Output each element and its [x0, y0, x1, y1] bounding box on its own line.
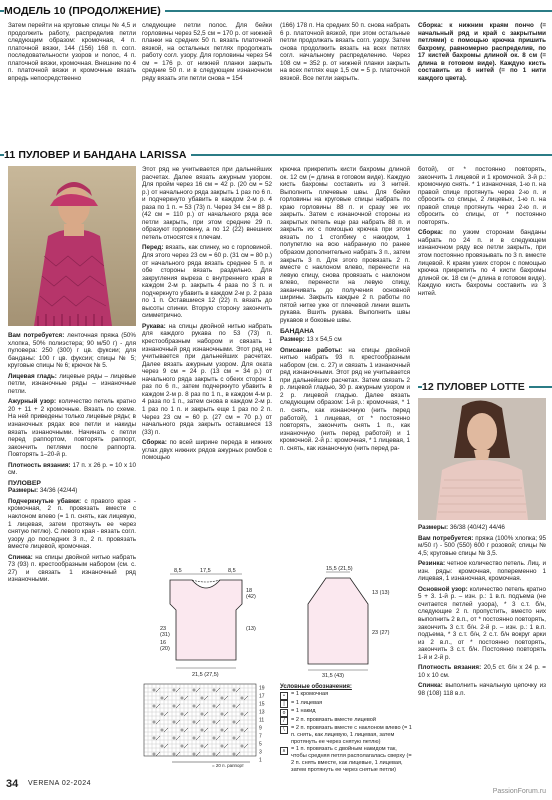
page-footer	[0, 772, 552, 800]
pullover11-col4: ботой), от * постоянно повторять, закончить 1 лицевой и 1 кромочной. 3-й р.: кромочную снять. * 1 изнаночная, 1-ю п. на правой спице протянуть через 2-ю п. и сбросить со спицы, 2 лицевых, 1-ю п. на правой спице протянуть через 2-ю п. и сбросить со спицы, от * постоянно повторять. Сборка: по узким сторонам банданы набрать по 24 п. и в следующем изнаночном ряду все петли закрыть, при этом постоянно провязывать по 3 п. вместе лицевой. К краям узких сторон с помощью крючка прикрепить по 4 кисти бахромы длиной ок. 18 см (= длина в готовом виде). Каждую кисть бахромы составить из 3 нитей.	[418, 166, 546, 297]
row-number-label: 9	[259, 725, 262, 732]
row-number-label: 3	[259, 749, 262, 756]
dim-label: 13 (13)	[372, 590, 390, 596]
legend-item: o = 1 накид	[280, 708, 414, 717]
rapport-label: = 20 п. раппорт	[212, 763, 244, 768]
schematic-sleeve	[278, 564, 412, 680]
pullover11-col3: крючка прикрепить кисти бахромы длиной ок. 12 см (= длина в готовом виде). Каждую кисть бахромы составить из 3 нитей. Выполнить плечевые швы. Для бейки горловины на круговые спицы набрать по краю горловины 88 п. и сразу же их закрыть. Затем с изнаночной стороны из закрытых петель еще раз набрать 88 п. и закрыть их с помощью крючка при этом вязать по 1 столбику с накидом, 1 полупетлю на всю набранную по ранее образом дополнительно набрать 3 п., затем закрыть 3 п. Для этого провязать 2 п. вместе с наклоном влево, перенести на левую спицу, снова провязать с наклоном влево, перенести на левую спицу, заканчивать до получения основной ширины. Закрыть каждые 2 п. работы по пятой нитке уже от плечевой линии вшить рукава. Вшить рукава. Выполнить швы рукавов и боковые швы. БАНДАНА Размер: 13 х 54,5 см Описание работы: на спицы двойной нитью набрать 93 п. крестообразным набором (см. с. 27) и связать 1 изнаночный ряд изнаночными. Этот ряд не учитывается при дальнейших расчетах. Затем связать 2 р. лицевой гладью, 30 р. ажурным узором и 2 р. лицевой гладью. Далее вязать следующим образом: 1-й р.: кромочная, * 1 п. снять, как изнаночную (нить перед работой), 1 лицевая, от * постоянно повторять, закончить снять 1 п., как изнаночную (нить перед работой) и 1 кромочной. 2-й р.: кромочная, * 1 лицевая, 1 п. снять, как изнаночную (нить перед ра-	[280, 166, 410, 452]
knit-stitch-icon: |	[280, 700, 288, 708]
model10-col1: Затем перейти на круговые спицы № 4,5 и продолжить работу, распределив петли следующим образом: кромочная, 4 п. платочной вязки, 144 (156) 168 п. согл. последовательности узоров и полос, 4 п. платочной вязки, кромочная. Внешние по 4 п. платочной вязки и кромочные вязать впредь непосредственно	[8, 22, 136, 82]
magazine-title: VERENA 02-2024	[28, 780, 92, 787]
dim-label: (13)	[246, 626, 256, 632]
yarn-over-icon: o	[280, 709, 288, 717]
row-number-label: 13	[259, 709, 265, 716]
pullover12-col: Размеры: 36/38 (40/42) 44/46 Вам потребуется: пряжа (100% хлопка; 95 м/50 г) - 500 (550) 600 г розовой; спицы № 4,5; круговые спицы № 3,5. Резинка: четное количество петель. Лиц. и изн. ряды: кромочная, попеременно 1 лицевая, 1 изнаночная, кромочная. Основной узор: количество петель кратно 5 + 3. 1-й р. – изн. р.: 1 в.п. подъема (не считается петлей узора), * 3 с.т. б/н, следующие 2 п. пропустить, вместо них выполнить 2 в.п., от * постоянно повторять, закончить 3 с.т. б/н. 2-й р. – изн. р.: 1 в.п. подъема, * 3 с.т. б/н, 2 с.т. б/н вокруг арки из 2 в.п., от * постоянно повторять, закончить 3 с.т. б/н. Постоянно повторять 1-й и 2-й р. Плотность вязания: 20,5 ст. б/н х 24 р. = 10 х 10 см. Спинка: выполнить начальную цепочку из 98 (108) 118 в.п.	[418, 524, 547, 697]
page-number: 34	[6, 778, 19, 790]
section-title: МОДЕЛЬ 10 (ПРОДОЛЖЕНИЕ)	[4, 4, 165, 18]
legend-item: • = 1 кромочная	[280, 691, 414, 700]
dim-label: 31,5 (43)	[322, 673, 345, 679]
knitting-chart	[142, 682, 278, 768]
legend-item: / = 2 п. провязать вместе лицевой	[280, 717, 414, 726]
model10-col2: следующие петли полос. Для бейки горловины через 52,5 см = 170 р. от нижней планки на средних 50 п. вязать платочной вязкой, на остальных петлях продолжать работу согл. узору. Для горловины через 54 см = 176 р. от нижней планки закрыть средние 50 п. и в следующем изнаночном ряду вязать эти петли снова = 154	[142, 22, 272, 82]
row-number-label: 5	[259, 741, 262, 748]
legend-item: ∧ = 1 п. провязать с двойным накидом так, чтобы средняя петля располагалась сверху (= 2 п. снять вместе, как лицевые, 1 лицевая, затем протянуть ее через снятые петли)	[280, 746, 414, 774]
dim-label: (31)	[160, 632, 170, 638]
section-header-model10	[0, 4, 552, 18]
ssk-icon: \	[280, 726, 288, 734]
dim-label: 8,5	[174, 568, 182, 574]
dim-label: 17,5	[200, 568, 211, 574]
section-header-pullover12: 12 ПУЛОВЕР LOTTE	[418, 380, 552, 394]
row-number-label: 19	[259, 685, 265, 692]
dim-label: 21,5 (27,5)	[192, 672, 219, 678]
dim-label: 23	[160, 626, 167, 632]
row-number-label: 17	[259, 693, 265, 700]
row-number-label: 1	[259, 757, 262, 764]
double-dec-icon: ∧	[280, 747, 288, 755]
model10-col3: (166) 178 п. На средних 50 п. снова набрать 6 р. платочной вязкой, при этом остальные петли продолжать вязать согл. узору. Затем снова продолжить вязать на всех петлях согл. начальному распределению. Через 108 см = 352 р. от нижней планки закрыть на всех петлях еще 1,5 см = 5 р. платочной вязкой. Все петли закрыть.	[280, 22, 410, 82]
dim-label: (20)	[160, 646, 170, 652]
dim-label: (42)	[246, 594, 256, 600]
dim-label: 8,5	[228, 568, 236, 574]
chart-legend	[280, 684, 414, 774]
section-title: 11 ПУЛОВЕР И БАНДАНА LARISSA	[4, 148, 191, 162]
legend-title: Условные обозначения:	[280, 684, 352, 690]
row-number-label: 15	[259, 701, 265, 708]
pullover11-col1: Вам потребуется: ленточная пряжа (50% хлопка, 50% полиэстера; 90 м/50 г) - для пуловера: 250 (300) г цв. фуксии; для банданы: 100 г цв. фуксии; спицы № 5; круговые спицы № 6; крючок № 5. Лицевая гладь: лицевые ряды – лицевые петли, изнаночные ряды – изнаночные петли. Ажурный узор: количество петель кратно 20 + 11 + 2 кромочные. Вязать по схеме. На ней приведены только лицевые ряды; в изнаночных рядах все петли и накиды вязать изнаночными. Начинать с петли перед раппортом, повторять раппорт, закончить петлями после раппорта. Повторять 1–20-й р. Плотность вязания: 17 п. х 26 р. = 10 х 10 см. ПУЛОВЕР Размеры: 34/36 (42/44) Подчеркнутые убавки: с правого края - кромочная, 2 п. провязать вместе с наклоном влево (= 1 п. снять, как лицевую, 1 лицевая, затем протянуть ее через снятую петлю). С левого края - вязать согл. узору до последних 3 п., 2 п. провязать вместе лицевой, кромочная. Спинка: на спицы двойной нитью набрать 73 (93) п. крестообразным набором (см. с. 27) и связать 1 изнаночный ряд изнаночными.	[8, 332, 137, 584]
dim-label: 18	[246, 588, 253, 594]
watermark: PassionForum.ru	[492, 788, 546, 795]
row-number-label: 7	[259, 733, 262, 740]
model10-col4: Сборка: к нижним краям пончо (= начальный ряд и край с закрытыми петлями) с помощью крючка пришить бахрому, равномерно распределив, по 17 кистей бахромы длиной ок. 8 см (= длина в готовом виде). Каждую кисть составить из 6 нитей (= по 1 нити каждого цвета).	[418, 22, 546, 82]
schematic-body	[140, 564, 274, 680]
row-number-label: 11	[259, 717, 265, 724]
model-photo-pullover11	[8, 166, 136, 326]
dim-label: 15,5 (21,5)	[326, 566, 353, 572]
section-header-pullover11	[0, 148, 552, 162]
legend-item: \ = 2 п. провязать вместе с наклоном влево (= 1 п. снять, как лицевую, 1 лицевая, затем протянуть ее через снятую петлю)	[280, 725, 414, 746]
edge-stitch-icon: •	[280, 692, 288, 700]
dim-label: 16	[160, 640, 167, 646]
pullover11-col2: Этот ряд не учитывается при дальнейших расчетах. Далее вязать ажурным узором. Для пройм через 16 см = 42 р. (20 см = 52 р.) от начального ряда закрыть 1 раз по 6 п. и подчеркнуто убавить в каждом 2-м р. 4 раза по 1 п. = 53 (73) п. Через 34 см = 88 р. (42 см = 110 р.) от начального ряда все петли закрыть, при этом средние 29 п. образуют горловину, а по 12 (22) внешних петель относятся к плечам. Перед: вязать, как спинку, но с горловиной. Для этого через 23 см = 60 р. (31 см = 80 р.) от начального ряда вязать среднее 5 п. и обе стороны вязать раздельно. Для закругления выреза с внутреннего края в каждом 2-м р. закрыть 4 раза по 3 п. и подчеркнуто убавить в каждом 2-м р. 2 раза по 1 п. Оставшиеся 12 (22) п. вязать до высоты спинки. Вторую сторону закончить симметрично. Рукава: на спицы двойной нитью набрать для каждого рукава по 53 (73) п. крестообразным набором и связать 1 изнаночный ряд изнаночными. Этот ряд не учитывается при дальнейших расчетах. Далее вязать ажурным узором. Для оката через 9 см = 24 р. (13 см = 34 р.) от начального ряда закрыть с обеих сторон 1 раз по 6 п., затем подчеркнуто убавить в каждом 2-м р. 8 раз по 1 п., в каждом 4-м р. 4 раза по 1 п., затем снова в каждом 2-м р. 1 раз по 1 п. и закрыть еще 1 раз по 2 п. Через 23 см = 60 р. (27 см = 70 р.) от начального ряда закрыть оставшиеся 13 (33) п. Сборка: по всей ширине переда в нижних углах двух нижних рядов ажурных ромбов с помощью	[142, 166, 272, 462]
legend-item: | = 1 лицевая	[280, 700, 414, 709]
k2tog-icon: /	[280, 717, 288, 725]
dim-label: 23 (27)	[372, 630, 390, 636]
model-photo-pullover12	[418, 398, 546, 520]
